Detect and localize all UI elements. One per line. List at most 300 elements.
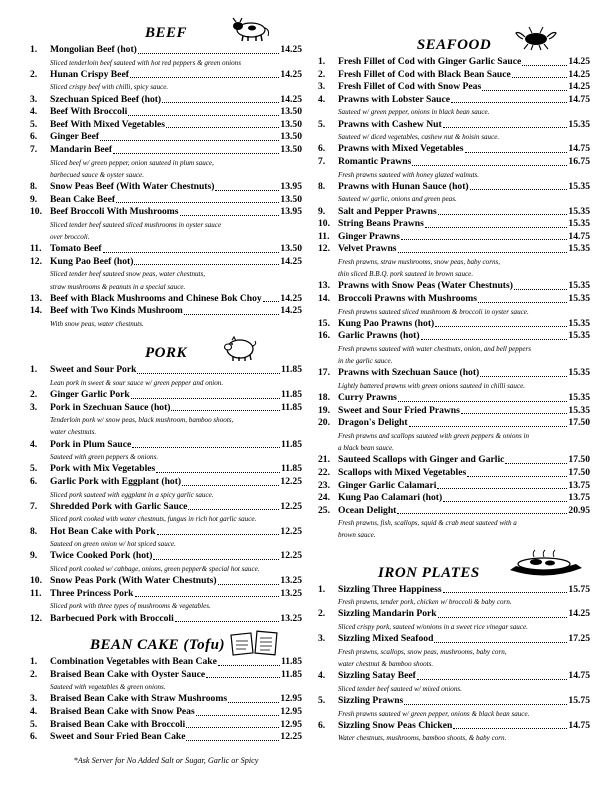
beef-section [30, 0, 302, 330]
item-number: 7. [30, 500, 38, 512]
item-number: 9. [30, 193, 38, 205]
item-name: Snow Peas Beef (With Water Chestnuts) [50, 180, 215, 192]
item-price: 13.50 [280, 106, 302, 118]
item-price: 15.35 [568, 317, 590, 329]
item-description: Tenderloin pork w/ snow peas, black mushroom, bamboo shoots, [50, 416, 234, 425]
item-description: Fresh prawns sauteed with honey glazed walnuts. [338, 170, 480, 179]
menu-item [318, 670, 590, 683]
item-number: 21. [318, 454, 330, 466]
item-number: 6. [30, 731, 38, 743]
leader-dots [103, 252, 280, 253]
beef-items [30, 44, 302, 330]
item-name: Braised Bean Cake with Broccoli [50, 718, 186, 730]
item-number: 2. [318, 608, 326, 620]
item-price: 14.25 [568, 56, 590, 67]
item-price: 13.75 [568, 479, 590, 491]
menu-item [30, 613, 302, 626]
item-number: 9. [30, 550, 38, 562]
menu-item [30, 364, 302, 377]
leader-dots [162, 102, 279, 103]
item-number: 6. [318, 719, 326, 731]
lobster-icon [514, 25, 558, 51]
item-number: 2. [30, 68, 38, 80]
menu-item [318, 492, 590, 505]
item-description: over broccoli. [50, 232, 90, 241]
item-price: 15.35 [568, 205, 590, 217]
item-name: Fresh Fillet of Cod with Snow Peas [338, 81, 482, 93]
item-name: Barbecued Pork with Broccoli [50, 612, 174, 624]
item-price: 15.75 [568, 583, 590, 595]
leader-dots [206, 677, 280, 678]
item-price: 14.25 [280, 93, 302, 105]
item-number: 24. [318, 492, 330, 504]
item-price: 15.35 [568, 404, 590, 416]
beancake-items [30, 656, 302, 744]
leader-dots [128, 115, 279, 116]
item-description: Sliced crispy beef with chilli, spicy sauce. [50, 83, 169, 92]
item-description: straw mushrooms & peanuts in a special sauce. [50, 282, 186, 291]
item-description: Sliced pork sauteed with eggplant in a spicy garlic sauce. [50, 490, 214, 499]
leader-dots [113, 153, 279, 154]
leader-dots [453, 728, 567, 729]
item-number: 20. [318, 417, 330, 429]
item-name: Tomato Beef [50, 243, 102, 255]
leader-dots [156, 472, 280, 473]
menu-item [30, 131, 302, 144]
item-name: Hot Bean Cake with Pork [50, 525, 156, 537]
leader-dots [100, 140, 279, 141]
item-price: 14.25 [280, 68, 302, 80]
item-description: a black bean sauce. [338, 444, 394, 453]
seafood-title [318, 34, 590, 56]
item-name: Salt and Pepper Prawns [338, 205, 437, 217]
leader-dots [421, 339, 568, 340]
menu-item [30, 550, 302, 563]
item-description: Fresh prawns, tender pork, chicken w/ broccoli & baby corn. [338, 598, 512, 607]
leader-dots [512, 77, 568, 78]
item-price: 13.75 [568, 492, 590, 504]
item-price: 15.35 [568, 330, 590, 342]
item-price: 12.95 [280, 706, 302, 718]
item-number: 11. [318, 230, 330, 242]
item-number: 18. [318, 392, 330, 404]
item-number: 5. [30, 118, 38, 130]
menu-item [30, 575, 302, 588]
leader-dots [467, 476, 567, 477]
item-number: 4. [30, 106, 38, 118]
item-name: Sweet and Sour Pork [50, 364, 137, 376]
menu-item [30, 669, 302, 682]
item-name: Braised Bean Cake with Oyster Sauce [50, 668, 206, 680]
leader-dots [451, 102, 567, 103]
item-price: 13.95 [280, 180, 302, 192]
item-number: 1. [30, 44, 38, 55]
ironplates-items [318, 584, 590, 745]
pork-heading: PORK [144, 345, 187, 362]
menu-item [318, 405, 590, 418]
item-price: 11.85 [280, 364, 302, 376]
item-number: 17. [318, 367, 330, 379]
menu-item [318, 293, 590, 306]
menu-item [318, 367, 590, 380]
item-name: Sizzling Mandarin Pork [338, 608, 437, 620]
item-price: 12.25 [280, 731, 302, 743]
item-price: 13.50 [280, 193, 302, 205]
item-name: Garlic Prawns (hot) [338, 330, 420, 342]
item-name: Ginger Garlic Calamari [338, 479, 437, 491]
item-name: Mandarin Beef [50, 143, 113, 155]
item-price: 13.50 [280, 243, 302, 255]
item-name: Dragon's Delight [338, 417, 408, 429]
item-name: Ginger Prawns [338, 230, 400, 242]
leader-dots [443, 127, 568, 128]
item-name: Pork in Plum Sauce [50, 438, 132, 450]
item-price: 13.25 [280, 587, 302, 599]
item-name: Bean Cake Beef [50, 193, 116, 205]
leader-dots [138, 53, 280, 54]
leader-dots [505, 463, 567, 464]
menu-item [318, 56, 590, 69]
item-price: 15.35 [568, 118, 590, 130]
item-price: 14.25 [568, 608, 590, 620]
item-price: 11.85 [280, 438, 302, 450]
leader-dots [116, 202, 279, 203]
item-number: 9. [318, 205, 326, 217]
item-number: 5. [30, 718, 38, 730]
menu-item [30, 656, 302, 669]
item-number: 10. [30, 206, 42, 218]
leader-dots [153, 559, 279, 560]
leader-dots [417, 679, 568, 680]
menu-item [30, 731, 302, 744]
leader-dots [522, 65, 567, 66]
item-price: 14.75 [568, 230, 590, 242]
item-name: Snow Peas Pork (With Water Chestnuts) [50, 575, 217, 587]
item-description: in the garlic sauce. [338, 357, 393, 366]
item-name: Kung Pao Calamari (hot) [338, 492, 443, 504]
seafood-items [318, 56, 590, 542]
menu-item [30, 256, 302, 269]
item-description: Fresh prawns sauteed sliced mushroom & broccoli in oyster sauce. [338, 307, 529, 316]
leader-dots [188, 509, 279, 510]
leader-dots [398, 252, 568, 253]
pork-section [30, 342, 302, 625]
item-price: 11.85 [280, 656, 302, 668]
menu-item [30, 693, 302, 706]
item-price: 15.35 [568, 292, 590, 304]
item-price: 14.75 [568, 719, 590, 731]
item-description: Fresh prawns, scallops, snow peas, mushrooms, baby corn, [338, 647, 507, 656]
item-name: Ginger Garlic Pork [50, 388, 130, 400]
item-price: 13.50 [280, 118, 302, 130]
leader-dots [412, 165, 567, 166]
leader-dots [480, 376, 567, 377]
menu-item [318, 94, 590, 107]
leader-dots [130, 77, 280, 78]
beef-title [30, 22, 302, 44]
menu-item [318, 480, 590, 493]
item-description: Sauteed w/ diced vegetables, cashew nut & hoisin sauce. [338, 133, 500, 142]
item-price: 11.85 [280, 401, 302, 413]
leader-dots [465, 152, 568, 153]
menu-item [318, 218, 590, 231]
item-price: 12.95 [280, 718, 302, 730]
leader-dots [438, 214, 568, 215]
item-number: 7. [318, 155, 326, 167]
item-description: barbecued sauce & oyster sauce. [50, 170, 144, 179]
leader-dots [435, 326, 567, 327]
leader-dots [478, 302, 567, 303]
menu-item [318, 231, 590, 244]
item-price: 17.50 [568, 417, 590, 429]
item-description: Sliced tender beef sauteed w/ mixed onions. [338, 684, 462, 693]
leader-dots [131, 398, 280, 399]
leader-dots [482, 90, 567, 91]
menu-item [318, 584, 590, 597]
item-number: 11. [30, 243, 42, 255]
leader-dots [218, 584, 280, 585]
item-name: Fresh Fillet of Cod with Black Bean Sauce [338, 68, 511, 80]
item-number: 10. [30, 575, 42, 587]
item-price: 13.25 [280, 612, 302, 624]
item-price: 14.75 [568, 670, 590, 682]
item-price: 14.25 [280, 305, 302, 317]
leader-dots [215, 190, 279, 191]
item-description: water chestnuts. [50, 428, 97, 437]
item-name: Prawns with Cashew Nut [338, 118, 442, 130]
item-price: 14.75 [568, 93, 590, 105]
cow-icon [230, 16, 272, 42]
item-name: Beef with Black Mushrooms and Chinese Bok Choy [50, 292, 262, 304]
menu-item [318, 417, 590, 430]
leader-dots [397, 513, 567, 514]
item-description: Sliced tender beef sauteed sliced mushrooms in oyster sauce [50, 220, 222, 229]
leader-dots [409, 426, 568, 427]
menu-item [318, 467, 590, 480]
leader-dots [401, 239, 567, 240]
item-name: Szechuan Spiced Beef (hot) [50, 93, 162, 105]
item-price: 12.25 [280, 525, 302, 537]
item-description: Sauteed w/ green pepper, onions in black bean sauce. [338, 108, 490, 117]
menu-item [318, 206, 590, 219]
leader-dots [171, 410, 279, 411]
item-price: 15.35 [568, 218, 590, 230]
item-price: 15.35 [568, 243, 590, 255]
item-name: Broccoli Prawns with Mushrooms [338, 292, 478, 304]
menu-item [318, 505, 590, 518]
menu-item [318, 695, 590, 708]
ironplates-title [318, 562, 590, 584]
item-number: 5. [318, 118, 326, 130]
leader-dots [434, 642, 567, 643]
menu-item [30, 501, 302, 514]
item-price: 14.25 [280, 292, 302, 304]
item-name: Ocean Delight [338, 504, 397, 516]
menu-item [30, 144, 302, 157]
item-name: Sweet and Sour Fried Prawns [338, 404, 460, 416]
item-number: 12. [30, 255, 42, 267]
item-name: Braised Bean Cake with Straw Mushrooms [50, 693, 228, 705]
item-number: 3. [318, 81, 326, 93]
menu-item [318, 243, 590, 256]
menu-item [318, 280, 590, 293]
seafood-heading: SEAFOOD [416, 37, 492, 53]
leader-dots [437, 488, 567, 489]
item-name: Sizzling Mixed Seafood [338, 633, 434, 645]
pork-title [30, 342, 302, 364]
item-description: Fresh prawns sauteed with water chestnuts, onion, and bell peppers [338, 344, 532, 353]
item-name: Sauteed Scallops with Ginger and Garlic [338, 454, 505, 466]
item-name: Beef With Broccoli [50, 106, 128, 118]
item-number: 12. [318, 243, 330, 255]
menu-item [318, 119, 590, 132]
leader-dots [404, 704, 567, 705]
item-number: 13. [30, 292, 42, 304]
item-number: 4. [318, 93, 326, 105]
item-number: 1. [30, 364, 38, 376]
menu-item [30, 44, 302, 57]
item-name: Prawns with Snow Peas (Water Chestnuts) [338, 280, 513, 292]
item-description: Fresh prawns and scallops sauteed with green peppers & onions in [338, 431, 529, 440]
item-number: 15. [318, 317, 330, 329]
menu-item [318, 330, 590, 343]
menu-item [30, 476, 302, 489]
leader-dots [186, 727, 279, 728]
menu-item [30, 526, 302, 539]
item-description: Sliced pork with three types of mushrooms & vegetables. [50, 602, 211, 611]
menu-item [30, 243, 302, 256]
item-price: 13.25 [280, 575, 302, 587]
item-name: Shredded Pork with Garlic Sauce [50, 500, 188, 512]
item-price: 12.25 [280, 475, 302, 487]
item-price: 15.35 [568, 180, 590, 192]
left-column [30, 0, 302, 765]
item-name: String Beans Prawns [338, 218, 424, 230]
menu-item [318, 454, 590, 467]
beef-heading: BEEF [144, 25, 188, 41]
item-description: Lean pork in sweet & sour sauce w/ green pepper and onion. [50, 378, 224, 387]
item-description: Sliced crispy pork, sauteed w/onions in a sweet rice vinegar sauce. [338, 623, 528, 632]
leader-dots [461, 413, 568, 414]
leader-dots [425, 227, 568, 228]
menu-item [30, 706, 302, 719]
item-name: Velvet Prawns [338, 243, 397, 255]
leader-dots [218, 665, 280, 666]
item-number: 4. [318, 670, 326, 682]
menu-item [30, 463, 302, 476]
item-name: Fresh Fillet of Cod with Ginger Garlic Sauce [338, 56, 522, 67]
item-number: 19. [318, 404, 330, 416]
item-name: Prawns with Lobster Sauce [338, 93, 451, 105]
item-price: 11.85 [280, 388, 302, 400]
leader-dots [134, 264, 279, 265]
beancake-heading: BEAN CAKE (Tofu) [90, 637, 225, 654]
item-name: Pork with Mix Vegetables [50, 463, 156, 475]
menu-item [30, 389, 302, 402]
item-number: 1. [30, 656, 38, 668]
item-number: 3. [318, 633, 326, 645]
item-number: 8. [30, 525, 38, 537]
item-number: 5. [318, 695, 326, 707]
leader-dots [137, 373, 279, 374]
item-name: Beef With Mixed Vegetables [50, 118, 166, 130]
item-price: 17.25 [568, 633, 590, 645]
menu-item [30, 402, 302, 415]
item-number: 6. [318, 143, 326, 155]
item-price: 15.35 [568, 280, 590, 292]
ironplates-section [318, 562, 590, 745]
item-number: 25. [318, 504, 330, 516]
item-description: Sliced tenderloin beef sauteed with hot red peppers & green onions [50, 58, 241, 67]
item-number: 2. [30, 668, 38, 680]
item-description: Water chestnuts, mushrooms, bamboo shoots, & baby corn. [338, 734, 507, 743]
item-description: Fresh prawns, fish, scallops, squid & crab meat sauteed with a [338, 519, 517, 528]
item-name: Garlic Pork with Eggplant (hot) [50, 475, 182, 487]
item-description: Sliced pork cooked w/ cabbage, onions, green pepper& special hot sauce. [50, 564, 260, 573]
item-name: Prawns with Hunan Sauce (hot) [338, 180, 469, 192]
item-price: 11.85 [280, 668, 302, 680]
item-number: 16. [318, 330, 330, 342]
menu-item [30, 119, 302, 132]
item-name: Sizzling Satay Beef [338, 670, 416, 682]
leader-dots [443, 501, 567, 502]
leader-dots [438, 617, 568, 618]
menu-item [318, 81, 590, 94]
item-name: Sizzling Three Happiness [338, 583, 442, 595]
menu-item [318, 143, 590, 156]
leader-dots [135, 596, 280, 597]
menu-item [30, 206, 302, 219]
item-number: 12. [30, 612, 42, 624]
menu-item [30, 588, 302, 601]
item-price: 15.35 [568, 367, 590, 379]
item-number: 1. [318, 56, 326, 67]
item-description: brown sauce. [338, 531, 376, 540]
menu-item [318, 720, 590, 733]
item-price: 13.50 [280, 143, 302, 155]
menu-item [318, 156, 590, 169]
item-number: 5. [30, 463, 38, 475]
menu-item [30, 94, 302, 107]
item-description: Sliced beef w/ green pepper, onion sauteed in plum sauce, [50, 158, 214, 167]
menu-item [318, 69, 590, 82]
item-name: Sweet and Sour Fried Bean Cake [50, 731, 186, 743]
item-description: Sauteed with vegetables & green onions. [50, 683, 166, 692]
item-price: 13.95 [280, 206, 302, 218]
item-price: 12.95 [280, 693, 302, 705]
item-name: Combination Vegetables with Bean Cake [50, 656, 217, 668]
tofu-box-icon [230, 629, 280, 657]
leader-dots [166, 127, 279, 128]
item-description: Fresh prawns, straw mushrooms, snow peas, baby corns, [338, 257, 501, 266]
item-price: 14.25 [280, 255, 302, 267]
sizzling-plate-icon [506, 548, 586, 580]
item-name: Braised Bean Cake with Snow Peas [50, 706, 195, 718]
item-description: Sauteed with green peppers & onions. [50, 453, 159, 462]
item-name: Twice Cooked Pork (hot) [50, 550, 153, 562]
beancake-title [30, 634, 302, 656]
leader-dots [470, 189, 568, 190]
item-number: 14. [30, 305, 42, 317]
item-price: 14.25 [568, 81, 590, 93]
right-column [318, 0, 590, 745]
item-description: Sliced tender beef sauteed snow peas, water chestnuts, [50, 270, 206, 279]
item-name: Sizzling Prawns [338, 695, 404, 707]
item-description: water chestnut & bamboo shoots. [338, 660, 434, 669]
leader-dots [514, 289, 567, 290]
item-name: Romantic Prawns [338, 155, 412, 167]
menu-item [30, 69, 302, 82]
